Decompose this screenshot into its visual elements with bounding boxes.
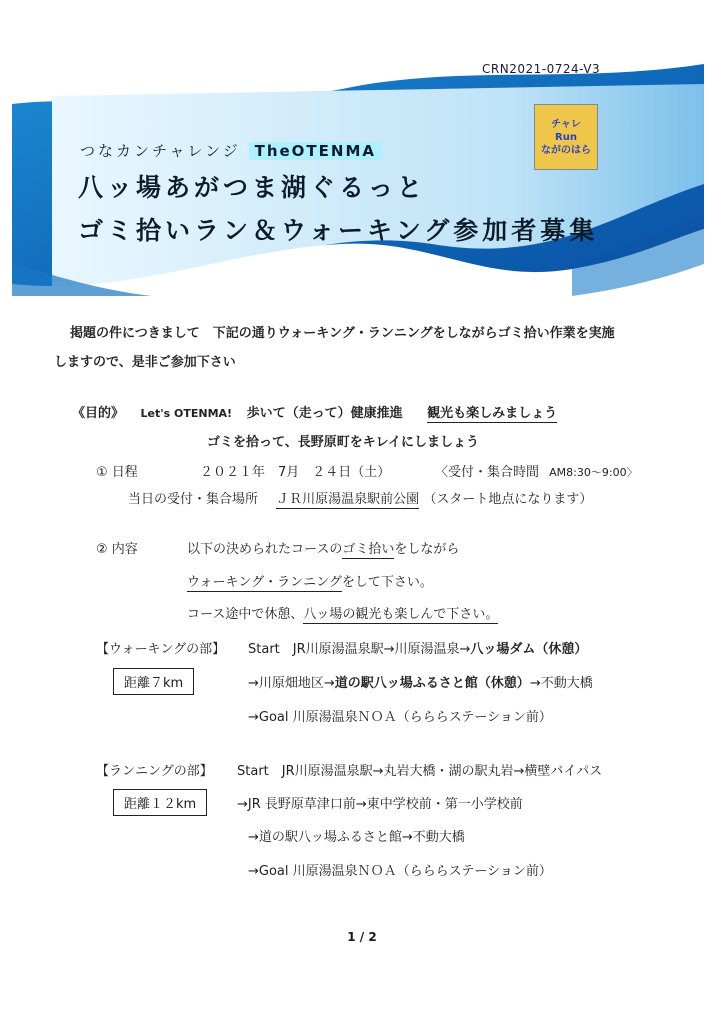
walking-route-1-b: 八ッ場ダム（休憩） [470, 642, 588, 657]
walking-route-2-c: →不動大橋 [529, 676, 593, 691]
purpose-label: 《目的》 [72, 406, 125, 421]
title-line-1: 八ッ場あがつま湖ぐるっと [78, 173, 427, 202]
subtitle-text: つなカンチャレンジ [80, 142, 241, 160]
walking-route-2-a: →川原畑地区→ [248, 676, 335, 691]
schedule-label: ① 日程 [96, 465, 138, 480]
walking-route-2-b: 道の駅八ッ場ふるさと館（休憩） [334, 676, 530, 691]
challe-run-logo [534, 104, 598, 170]
content-line-3 [187, 603, 498, 622]
content-line-2 [187, 571, 433, 590]
place-label: 当日の受付・集合場所 [128, 492, 259, 507]
intro-line-2: しますので、是非ご参加下さい [54, 355, 236, 370]
place-note: （スタート地点になります） [423, 492, 593, 507]
page-number: 1 / 2 [347, 930, 377, 944]
logo-line-3: ながのはら [541, 144, 591, 156]
walking-route-2 [248, 672, 593, 691]
running-label: 【ランニングの部】 [96, 764, 213, 779]
content-label: ② 内容 [96, 542, 138, 557]
schedule-reception [435, 461, 638, 480]
title-line-2: ゴミ拾いラン＆ウォーキング参加者募集 [78, 216, 599, 245]
walking-route-3: →Goal 川原湯温泉ＮＯＡ（らららステーション前） [248, 710, 552, 725]
purpose-row [72, 402, 557, 421]
purpose-text-2: 観光も楽しみましょう [427, 406, 558, 421]
place-name: ＪＲ川原湯温泉駅前公園 [276, 492, 420, 507]
subtitle-highlight: TheOTENMA [249, 142, 382, 160]
purpose-text-1: 歩いて（走って）健康推進 [246, 406, 403, 421]
logo-line-2: Run [555, 131, 577, 143]
content-line-2-a: ウォーキング・ランニング [187, 575, 342, 590]
walking-route-1-a: Start JR川原湯温泉駅→川原湯温泉→ [248, 642, 471, 657]
content-line-1-b: ゴミ拾い [342, 542, 395, 557]
content-line-3-a: コース途中で休憩、 [187, 607, 304, 622]
content-line-1 [187, 538, 459, 557]
running-route-1: Start JR川原湯温泉駅→丸岩大橋・湖の駅丸岩→横壁バイパス [237, 764, 603, 779]
walking-label: 【ウォーキングの部】 [96, 642, 226, 657]
event-subtitle [80, 140, 382, 161]
purpose-text-3: ゴミを拾って、長野原町をキレイにしましょう [207, 435, 479, 450]
logo-line-1: チャレ [551, 118, 581, 130]
purpose-slogan: Let's OTENMA! [140, 407, 233, 420]
intro-line-1: 掲題の件につきまして 下記の通りウォーキング・ランニングをしながらゴミ拾い作業を実施 [70, 326, 615, 341]
reception-time: AM8:30～9:00〉 [549, 466, 638, 479]
reception-label: 〈受付・集合時間 [435, 465, 540, 480]
running-distance: 距離１２km [113, 789, 207, 816]
walking-route-1 [248, 638, 587, 657]
content-line-2-b: をして下さい。 [341, 575, 433, 590]
document-code: CRN2021-0724-V3 [482, 62, 601, 76]
content-line-1-c: をしながら [394, 542, 460, 557]
header-banner [12, 34, 704, 296]
walking-distance: 距離７km [113, 668, 194, 695]
content-line-1-a: 以下の決められたコースの [187, 542, 343, 557]
running-route-2: →JR 長野原草津口前→東中学校前・第一小学校前 [237, 797, 523, 812]
running-route-4: →Goal 川原湯温泉ＮＯＡ（らららステーション前） [248, 864, 552, 879]
running-route-3: →道の駅八ッ場ふるさと館→不動大橋 [248, 830, 465, 845]
content-line-3-b: 八ッ場の観光も楽しんで下さい。 [303, 607, 499, 622]
schedule-date: ２０２１年 7月 ２４日（土） [200, 465, 391, 480]
schedule-place-row [128, 488, 592, 507]
